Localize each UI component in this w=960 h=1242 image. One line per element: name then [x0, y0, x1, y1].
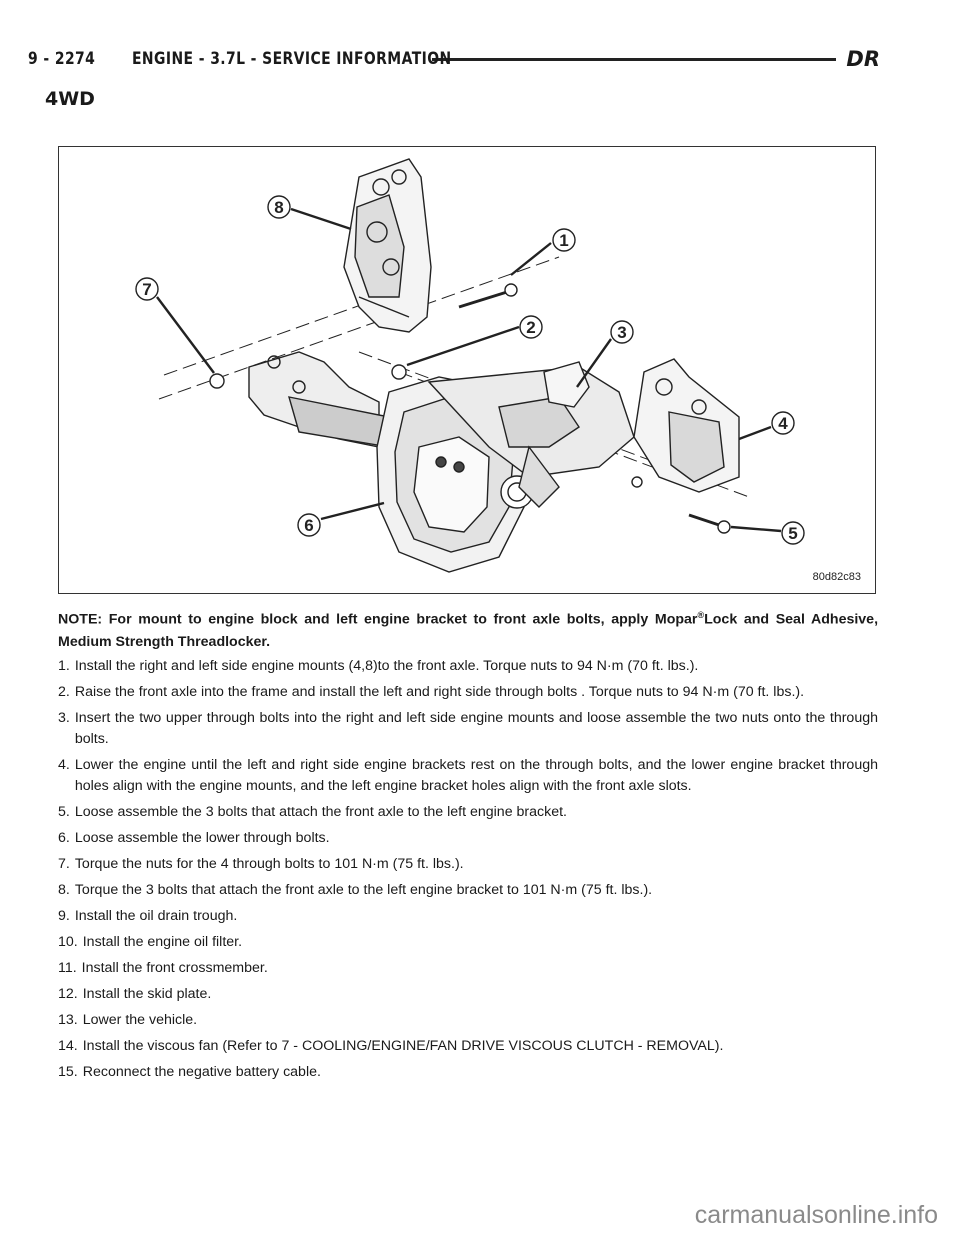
step-text: Install the front crossmember.	[81, 960, 268, 976]
note-paragraph	[58, 604, 878, 653]
step-text: Install the viscous fan (Refer to 7 - COOLING/ENGINE/FAN DRIVE VISCOUS CLUTCH - REMOVAL).	[82, 1038, 724, 1054]
step-number: 12.	[58, 986, 78, 1002]
nut	[210, 374, 224, 388]
step-text: Lower the engine until the left and right side engine brackets rest on the through bolts, and the lower engine bracket through holes align with the engine mounts, and the left engine bracket holes align with the front axle slots.	[74, 757, 878, 794]
callout-6: 6	[304, 516, 314, 535]
step-text: Lower the vehicle.	[82, 1012, 198, 1028]
step-number: 2.	[58, 684, 70, 700]
procedure-step	[58, 1062, 878, 1083]
step-text: Install the engine oil filter.	[82, 934, 243, 950]
step-text: Torque the nuts for the 4 through bolts to 101 N·m (75 ft. lbs.).	[74, 856, 464, 872]
procedure-step	[58, 682, 878, 703]
procedure-step	[58, 755, 878, 797]
subheading: 4WD	[45, 88, 95, 110]
step-text: Reconnect the negative battery cable.	[82, 1064, 321, 1080]
procedure-step	[58, 1036, 878, 1057]
callout-3: 3	[617, 323, 627, 342]
page-number: 9 - 2274	[28, 49, 96, 69]
step-text: Install the skid plate.	[82, 986, 212, 1002]
watermark: carmanualsonline.info	[694, 1201, 938, 1229]
callout-2: 2	[526, 318, 536, 337]
procedure-step	[58, 802, 878, 823]
procedure-step	[58, 958, 878, 979]
procedure-step	[58, 708, 878, 750]
step-number: 14.	[58, 1038, 78, 1054]
step-number: 10.	[58, 934, 78, 950]
nut	[392, 365, 406, 379]
through-bolt-lower	[689, 515, 730, 533]
figure-id: 80d82c83	[812, 571, 861, 583]
procedure-step	[58, 932, 878, 953]
step-text: Raise the front axle into the frame and install the left and right side through bolts . Torque nuts to 94 N·m (70 ft. lbs.).	[74, 684, 805, 700]
procedure-step	[58, 906, 878, 927]
step-text: Loose assemble the lower through bolts.	[74, 830, 330, 846]
procedure-step	[58, 854, 878, 875]
step-text: Insert the two upper through bolts into the right and left side engine mounts and loose assemble the two nuts onto the through bolts.	[74, 710, 878, 747]
section-title: ENGINE - 3.7L - SERVICE INFORMATION	[132, 49, 452, 69]
procedure-step	[58, 656, 878, 677]
step-text: Install the oil drain trough.	[74, 908, 238, 924]
step-text: Install the right and left side engine mounts (4,8)to the front axle. Torque nuts to 94 N·m (70 ft. lbs.).	[74, 658, 699, 674]
axle-tube-left	[249, 352, 389, 447]
step-number: 3.	[58, 710, 70, 726]
callout-5: 5	[788, 524, 798, 543]
step-text: Loose assemble the 3 bolts that attach the front axle to the left engine bracket.	[74, 804, 567, 820]
callout-1: 1	[559, 231, 569, 250]
note-text-after: Lock and Seal Adhesive, Medium Strength Threadlocker.	[58, 611, 879, 650]
callout-7: 7	[142, 280, 152, 299]
step-number: 1.	[58, 658, 70, 674]
procedure-step	[58, 880, 878, 901]
step-number: 5.	[58, 804, 70, 820]
right-engine-mount	[632, 359, 739, 492]
model-code: DR	[846, 47, 880, 71]
step-number: 7.	[58, 856, 70, 872]
header-rule	[432, 58, 837, 61]
axle-mount-illustration	[59, 147, 876, 594]
procedure-steps	[58, 656, 878, 1088]
step-number: 15.	[58, 1064, 78, 1080]
engine-mount-figure	[58, 146, 876, 594]
procedure-step	[58, 1010, 878, 1031]
step-number: 4.	[58, 757, 70, 773]
step-number: 8.	[58, 882, 70, 898]
callout-8: 8	[274, 198, 284, 217]
through-bolt-upper	[459, 284, 517, 307]
procedure-step	[58, 828, 878, 849]
step-number: 6.	[58, 830, 70, 846]
procedure-step	[58, 984, 878, 1005]
step-number: 11.	[58, 960, 77, 976]
callout-4: 4	[778, 414, 788, 433]
step-number: 13.	[58, 1012, 78, 1028]
registered-mark: ®	[697, 610, 705, 620]
step-text: Torque the 3 bolts that attach the front axle to the left engine bracket to 101 N·m (75 ft. lbs.).	[74, 882, 653, 898]
page-header	[28, 44, 880, 74]
note-text-before: NOTE: For mount to engine block and left engine bracket to front axle bolts, apply Mopar	[58, 611, 698, 628]
step-number: 9.	[58, 908, 70, 924]
